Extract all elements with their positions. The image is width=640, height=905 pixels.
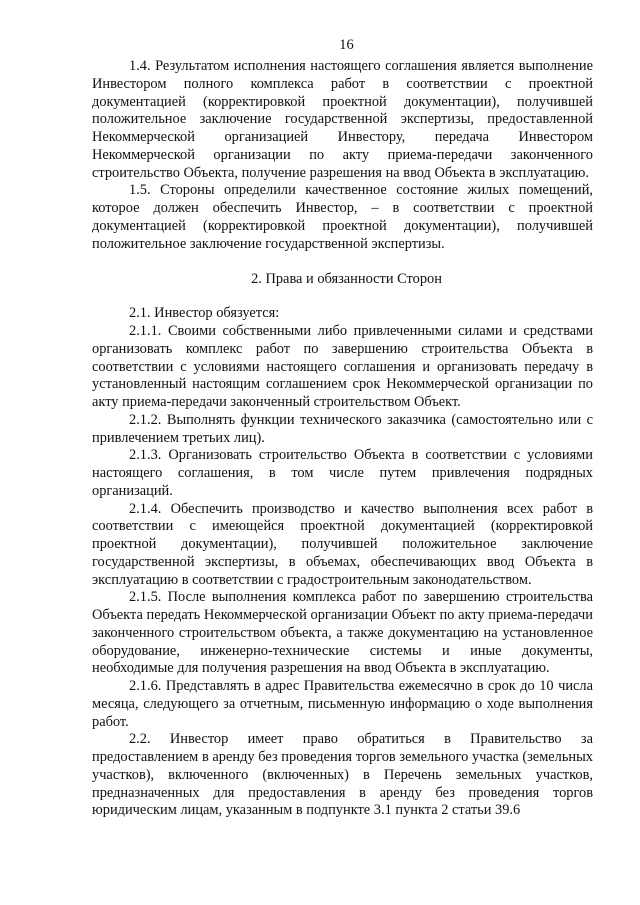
paragraph-1-4: 1.4. Результатом исполнения настоящего соглашения является выполнение Инвестором полного комплекса работ в соответствии с проектной документацией (корректировкой проектной документации), получившей положительное заключение государственной экспертизы, предоставленной Некоммерческой организацией Инвестору, передача Инвестором Некоммерческой организации по акту приема-передачи законченного строительство Объекта, получение разрешения на ввод Объекта в эксплуатацию. (92, 58, 593, 181)
paragraph-2-1-1: 2.1.1. Своими собственными либо привлеченными силами и средствами организовать комплекс работ по завершению строительства Объекта в соответствии с условиями настоящего соглашения и организовать передачу в установленный настоящим соглашением срок Некоммерческой организации по акту приема-передачи законченный строительством Объект. (92, 323, 593, 410)
paragraph-2-1-4: 2.1.4. Обеспечить производство и качество выполнения всех работ в соответствии с имеющейся проектной документацией (корректировкой проектной документации), получившей положительное заключение государственной экспертизы, в объемах, обеспечивающих ввод Объекта в эксплуатацию в соответствии с градостроительным законодательством. (92, 500, 593, 588)
paragraph-2-1-2: 2.1.2. Выполнять функции технического заказчика (самостоятельно или с привлечением третьих лиц). (92, 411, 593, 446)
paragraph-2-2: 2.2. Инвестор имеет право обратиться в Правительство за предоставлением в аренду без проведения торгов земельного участка (земельных участков), включенного (включенных) в Перечень земельных участков, предназначенных для предоставления в аренду без проведения торгов юридическим лицам, указанным в подпункте 3.1 пункта 2 статьи 39.6 (92, 731, 593, 819)
paragraph-2-1-5: 2.1.5. После выполнения комплекса работ по завершению строительства Объекта передать Некоммерческой организации Объект по акту приема-передачи законченного строительством объекта, а также документацию на установленное оборудование, инженерно-технические системы и иные документы, необходимые для получения разрешения на ввод Объекта в эксплуатацию. (92, 589, 593, 677)
paragraph-1-5: 1.5. Стороны определили качественное состояние жилых помещений, которое должен обеспечить Инвестор, – в соответствии с проектной документацией (корректировкой проектной документации), получившей положительное заключение государственной экспертизы. (92, 182, 593, 252)
section-heading: 2. Права и обязанности Сторон (251, 271, 442, 288)
paragraph-2-1: 2.1. Инвестор обязуется: (129, 305, 280, 322)
paragraph-2-1-3: 2.1.3. Организовать строительство Объекта в соответствии с условиями настоящего соглашения, в том числе путем привлечения подрядных организаций. (92, 447, 593, 499)
page-number: 16 (339, 37, 354, 53)
paragraph-2-1-6: 2.1.6. Представлять в адрес Правительства ежемесячно в срок до 10 числа месяца, следующего за отчетным, письменную информацию о ходе выполнения работ. (92, 678, 593, 730)
